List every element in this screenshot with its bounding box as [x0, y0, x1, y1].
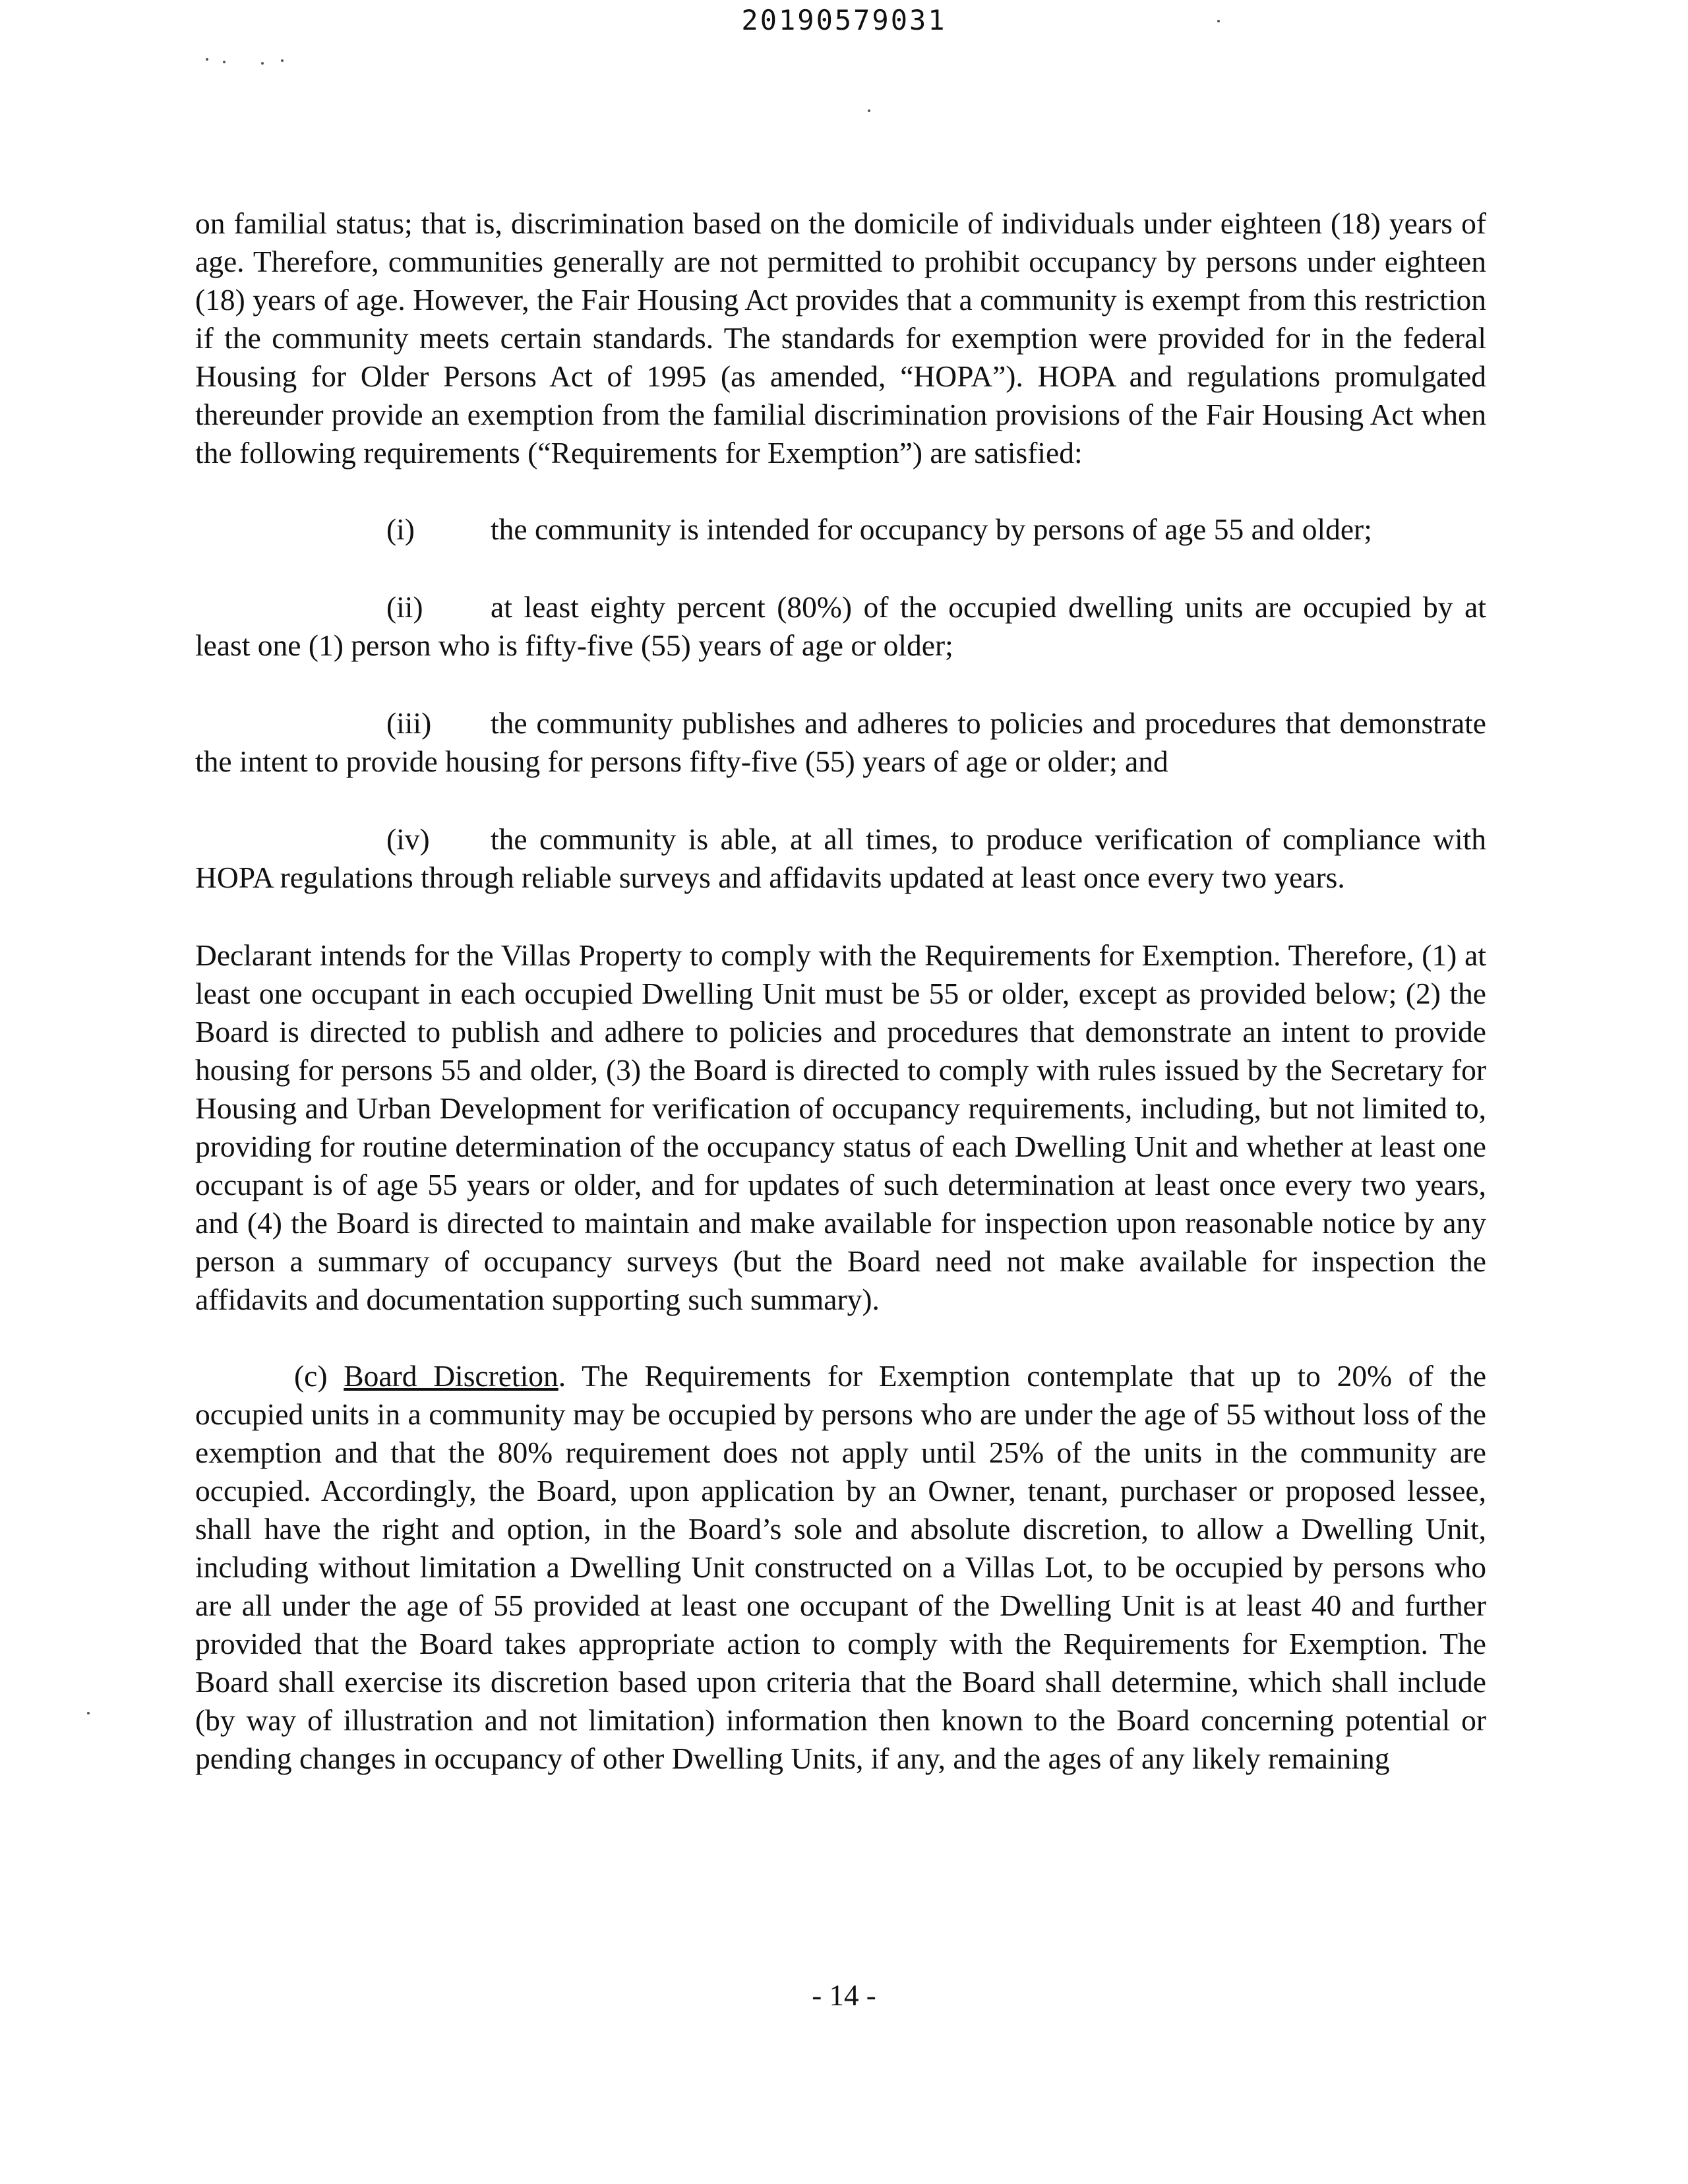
- recording-number: 20190579031: [741, 4, 947, 36]
- requirement-marker: (iii): [386, 706, 432, 740]
- page-number: - 14 -: [812, 1979, 876, 2012]
- declarant-paragraph: Declarant intends for the Villas Property to comply with the Requirements for Exemption. Therefore, (1) at least one occupant in each occupied Dwelling Unit must be 55 or older, except as provided below; (2) the Board is directed to publish and adhere to policies and procedures that demonstrate an intent to provide housing for persons 55 and older, (3) the Board is directed to comply with rules issued by the Secretary for Housing and Urban Development for verification of occupancy requirements, including, but not limited to, providing for routine determination of the occupancy status of each Dwelling Unit and whether at least one occupant is of age 55 years or older, and for updates of such determination at least once every two years, and (4) the Board is directed to maintain and make available for inspection upon reasonable notice by any person a summary of occupancy surveys (but the Board need not make available for inspection the affidavits and documentation supporting such summary).: [195, 938, 1486, 1316]
- board-discretion-paragraph: (c) Board Discretion. The Requirements for Exemption contemplate that up to 20% of the occupied units in a community may be occupied by persons who are under the age of 55 without loss of the exemption and that the 80% requirement does not apply until 25% of the units in the community are occupied. Accordingly, the Board, upon application by an Owner, tenant, purchaser or proposed lessee, shall have the right and option, in the Board’s sole and absolute discretion, to allow a Dwelling Unit, including without limitation a Dwelling Unit constructed on a Villas Lot, to be occupied by persons who are all under the age of 55 provided at least one occupant of the Dwelling Unit is at least 40 and further provided that the Board takes appropriate action to comply with the Requirements for Exemption. The Board shall exercise its discretion based upon criteria that the Board shall determine, which shall include (by way of illustration and not limitation) information then known to the Board concerning potential or pending changes in occupancy of other Dwelling Units, if any, and the ages of any likely remaining: [195, 1359, 1487, 1775]
- scan-speck: [1217, 20, 1220, 22]
- requirement-item-iii: [195, 704, 1486, 781]
- requirement-item-ii: [195, 588, 1486, 665]
- requirement-marker: (ii): [386, 590, 423, 624]
- scan-speck: [87, 1712, 90, 1714]
- requirement-marker: (iv): [386, 822, 430, 856]
- requirement-item-iv: [195, 820, 1486, 897]
- requirement-text: the community is intended for occupancy by persons of age 55 and older;: [491, 512, 1372, 546]
- scan-speck: [281, 59, 284, 62]
- requirement-marker: (i): [386, 512, 415, 546]
- scan-speck: [223, 61, 226, 63]
- requirement-item-i: [195, 510, 1486, 549]
- scan-speck: [206, 58, 208, 61]
- intro-paragraph: on familial status; that is, discrimination based on the domicile of individuals under eighteen (18) years of age. Therefore, communities generally are not permitted to prohibit occupancy by persons under eighteen (18) years of age. However, the Fair Housing Act provides that a community is exempt from this restriction if the community meets certain standards. The standards for exemption were provided for in the federal Housing for Older Persons Act of 1995 (as amended, “HOPA”). HOPA and regulations promulgated thereunder provide an exemption from the familial discrimination provisions of the Fair Housing Act when the following requirements (“Requirements for Exemption”) are satisfied:: [195, 206, 1486, 470]
- scan-speck: [261, 62, 264, 65]
- section-heading: Board Discretion: [344, 1359, 558, 1393]
- requirement-text: the community is able, at all times, to produce verification of compliance with HOPA regulations through reliable surveys and affidavits updated at least once every two years.: [195, 822, 1486, 894]
- section-marker: (c): [294, 1359, 328, 1393]
- requirement-text: at least eighty percent (80%) of the occupied dwelling units are occupied by at least one (1) person who is fifty-five (55) years of age or older;: [195, 590, 1486, 662]
- section-text: The Requirements for Exemption contemplate that up to 20% of the occupied units in a community may be occupied by persons who are under the age of 55 without loss of the exemption and that the 80% requirement does not apply until 25% of the units in the community are occupied. Accordingly, the Board, upon application by an Owner, tenant, purchaser or proposed lessee, shall have the right and option, in the Board’s sole and absolute discretion, to allow a Dwelling Unit, including without limitation a Dwelling Unit constructed on a Villas Lot, to be occupied by persons who are all under the age of 55 provided at least one occupant of the Dwelling Unit is at least 40 and further provided that the Board takes appropriate action to comply with the Requirements for Exemption. The Board shall exercise its discretion based upon criteria that the Board shall determine, which shall include (by way of illustration and not limitation) information then known to the Board concerning potential or pending changes in occupancy of other Dwelling Units, if any, and the ages of any likely remaining: [195, 1359, 1487, 1775]
- scan-speck: [868, 109, 870, 112]
- document-body: [195, 204, 1486, 1778]
- requirement-text: the community publishes and adheres to policies and procedures that demonstrate the intent to provide housing for persons fifty-five (55) years of age or older; and: [195, 706, 1486, 778]
